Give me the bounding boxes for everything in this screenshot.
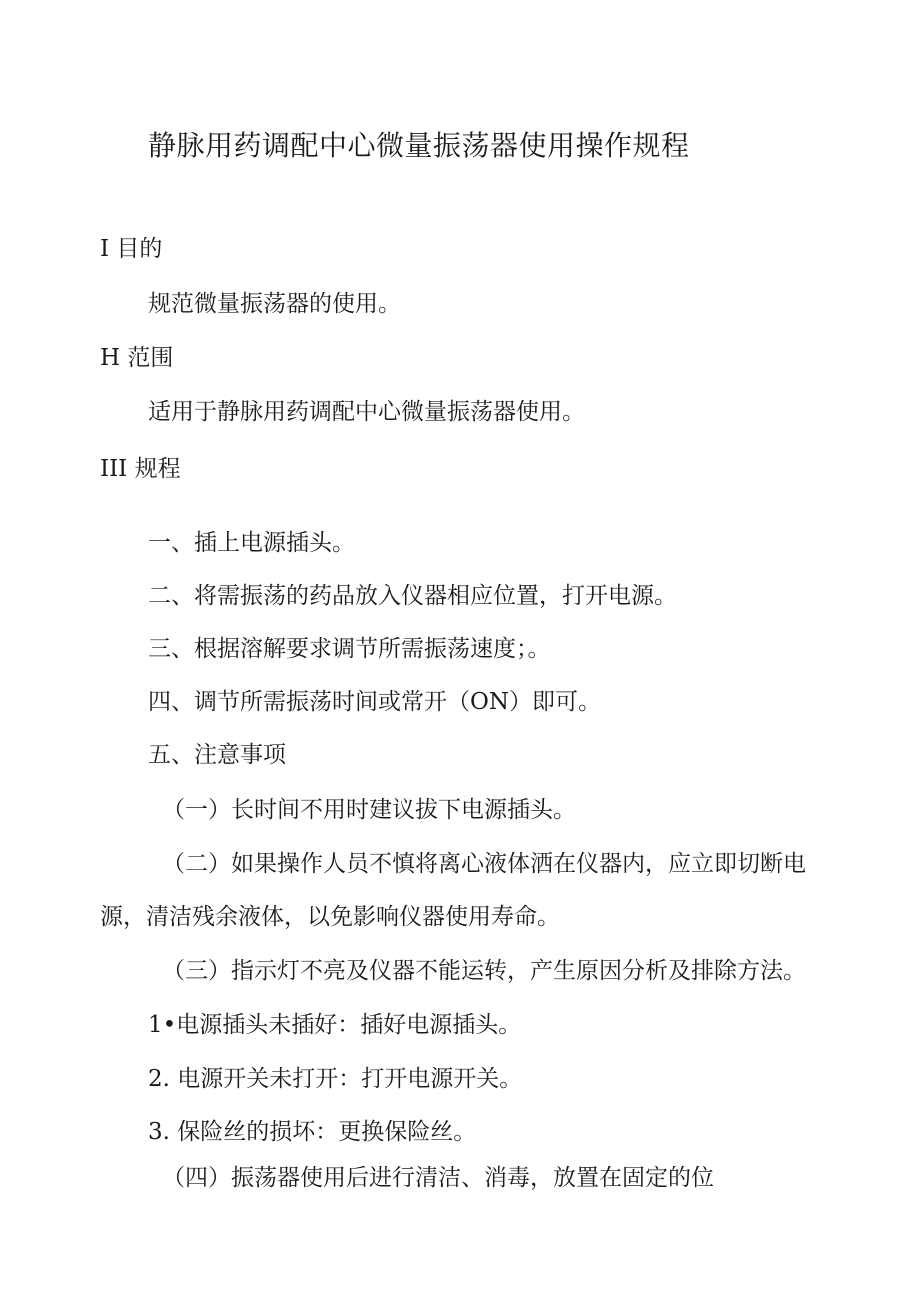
cause-item-2: 2. 电源开关未打开：打开电源开关。 bbox=[148, 1066, 523, 1092]
procedure-step-5: 五、注意事项 bbox=[148, 742, 286, 768]
note-2-line-1: （二）如果操作人员不慎将离心液体洒在仪器内，应立即切断电 bbox=[162, 851, 806, 877]
section-heading-purpose: I 目的 bbox=[100, 236, 163, 262]
note-4: （四）振荡器使用后进行清洁、消毒，放置在固定的位 bbox=[162, 1165, 714, 1191]
cause-item-3: 3. 保险丝的损坏：更换保险丝。 bbox=[148, 1119, 477, 1145]
section-heading-scope: H 范围 bbox=[100, 345, 174, 371]
procedure-step-2: 二、将需振荡的药品放入仪器相应位置，打开电源。 bbox=[148, 583, 677, 609]
note-1: （一）长时间不用时建议拔下电源插头。 bbox=[162, 797, 576, 823]
note-3: （三）指示灯不亮及仪器不能运转，产生原因分析及排除方法。 bbox=[162, 958, 806, 984]
note-2-line-2: 源，清洁残余液体，以免影响仪器使用寿命。 bbox=[100, 904, 560, 930]
purpose-text: 规范微量振荡器的使用。 bbox=[148, 291, 401, 317]
cause-item-1: 1•电源插头未插好：插好电源插头。 bbox=[148, 1012, 522, 1038]
procedure-step-3: 三、根据溶解要求调节所需振荡速度；。 bbox=[148, 636, 551, 662]
section-heading-procedure: III 规程 bbox=[100, 456, 181, 482]
document-title: 静脉用药调配中心微量振荡器使用操作规程 bbox=[148, 129, 690, 162]
scope-text: 适用于静脉用药调配中心微量振荡器使用。 bbox=[148, 399, 585, 425]
procedure-step-4: 四、调节所需振荡时间或常开（ON）即可。 bbox=[148, 689, 601, 715]
procedure-step-1: 一、插上电源插头。 bbox=[148, 530, 355, 556]
